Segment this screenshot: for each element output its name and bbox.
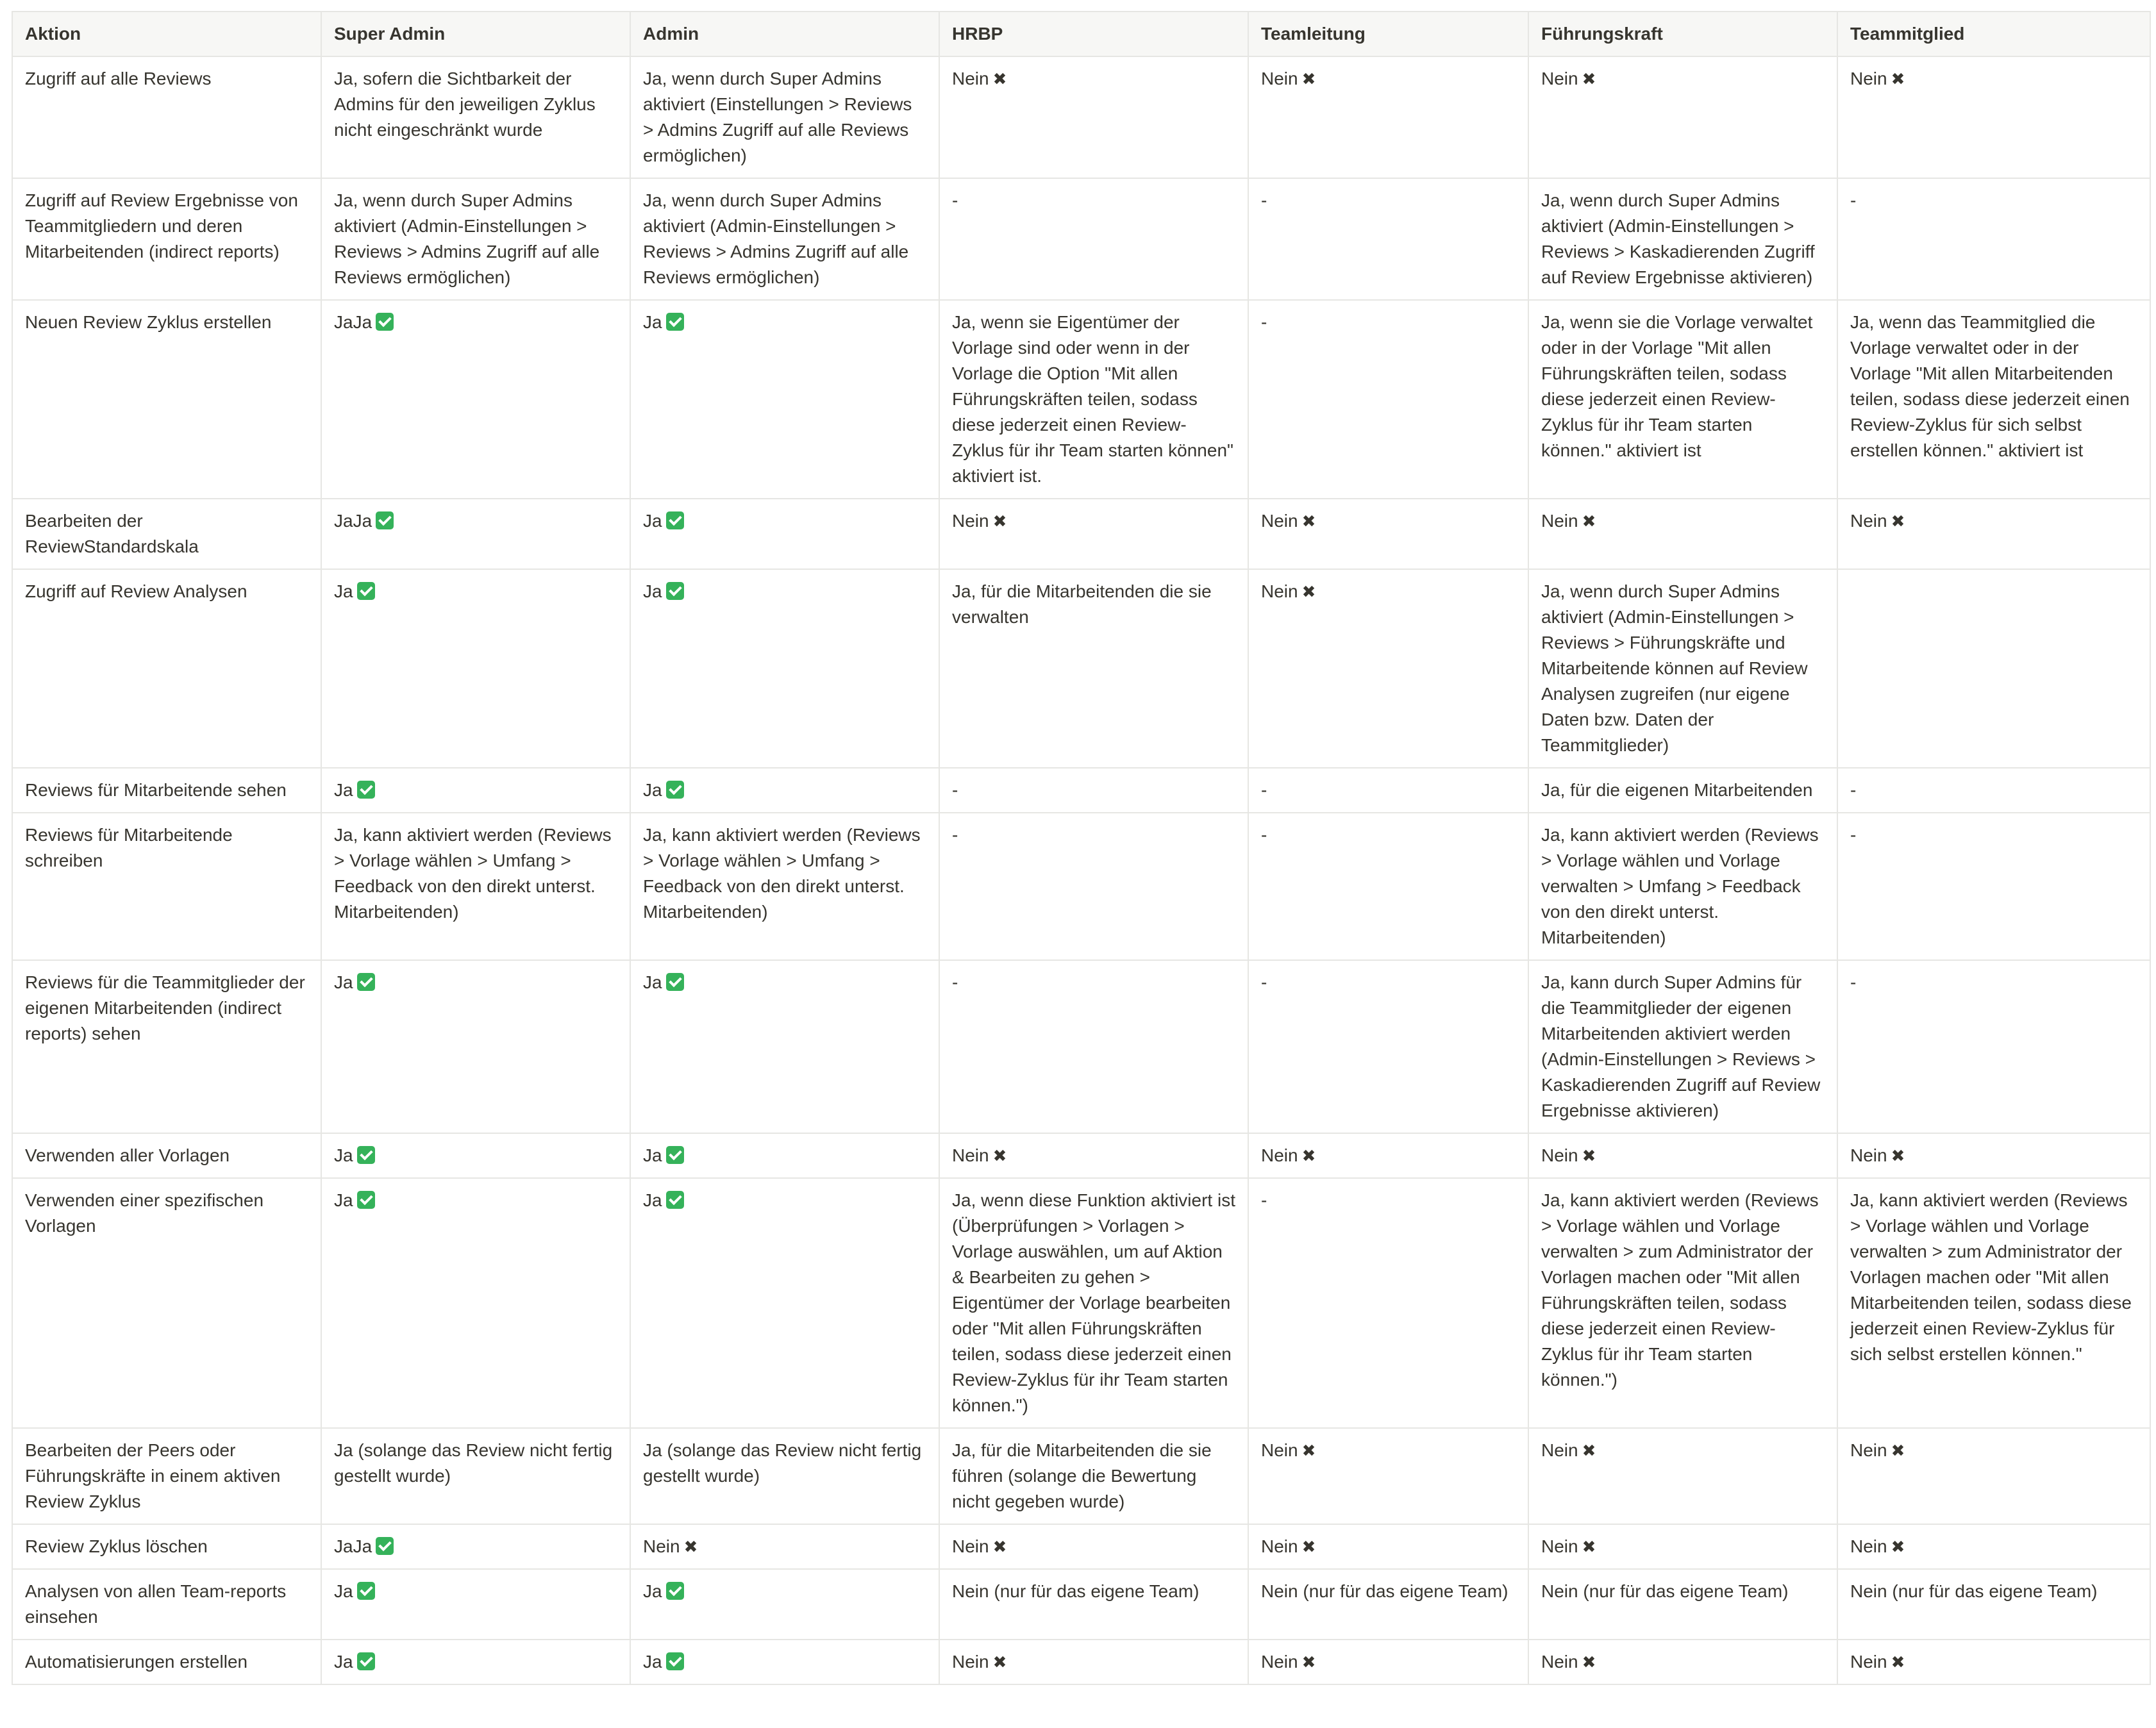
- cell-text: Ja: [334, 1581, 353, 1601]
- cell-text: Ja, für die Mitarbeitenden die sie verwalten: [952, 581, 1212, 627]
- table-row: [12, 1524, 2150, 1569]
- cell-hrbp: [939, 768, 1248, 813]
- cross-icon: ✖: [1301, 1146, 1316, 1165]
- check-icon: [666, 1582, 684, 1600]
- cell-admin: [630, 1640, 939, 1684]
- cell-teammitglied: [1837, 1524, 2150, 1569]
- cell-hrbp: [939, 1133, 1248, 1178]
- cross-icon: ✖: [1301, 1441, 1316, 1460]
- cell-text: Ja, wenn sie die Vorlage verwaltet oder in der Vorlage "Mit allen Führungskräften teilen, sodass diese jederzeit einen Review-Zyklus für ihr Team starten können." aktiviert ist: [1541, 312, 1813, 460]
- cell-text: Nein: [952, 69, 989, 88]
- check-icon: [357, 1652, 375, 1670]
- cell-teammitglied: [1837, 1569, 2150, 1640]
- cell-text: Nein: [1850, 1536, 1887, 1556]
- cell-aktion: [12, 1524, 321, 1569]
- cross-icon: ✖: [1582, 69, 1596, 88]
- cell-teammitglied: [1837, 813, 2150, 960]
- cell-text: Ja: [334, 780, 353, 800]
- cell-text: Ja: [643, 581, 662, 601]
- check-icon: [666, 1191, 684, 1209]
- table-row: [12, 960, 2150, 1133]
- cell-fuehrungskraft: [1528, 1569, 1837, 1640]
- cross-icon: ✖: [992, 1146, 1007, 1165]
- cell-text: Review Zyklus löschen: [25, 1536, 208, 1556]
- cell-aktion: [12, 1133, 321, 1178]
- cell-teamleitung: [1248, 178, 1528, 300]
- cell-teammitglied: [1837, 1640, 2150, 1684]
- cell-teamleitung: [1248, 960, 1528, 1133]
- cell-text: Ja, kann aktiviert werden (Reviews > Vorlage wählen > Umfang > Feedback von den direkt unterst. Mitarbeitenden): [643, 825, 921, 922]
- check-icon: [666, 511, 684, 529]
- table-header-row: [12, 12, 2150, 56]
- cell-hrbp: [939, 56, 1248, 178]
- cell-text: Ja: [643, 1145, 662, 1165]
- cell-fuehrungskraft: [1528, 813, 1837, 960]
- cell-text: Nein (nur für das eigene Team): [1261, 1581, 1508, 1601]
- cell-hrbp: [939, 813, 1248, 960]
- cell-aktion: [12, 569, 321, 768]
- cell-admin: [630, 813, 939, 960]
- cell-admin: [630, 960, 939, 1133]
- cell-text: Ja: [334, 1190, 353, 1210]
- cross-icon: ✖: [1891, 1146, 1905, 1165]
- cell-super-admin: [321, 1524, 630, 1569]
- cell-text: Ja: [643, 972, 662, 992]
- cell-hrbp: [939, 569, 1248, 768]
- cell-teamleitung: [1248, 56, 1528, 178]
- cell-super-admin: [321, 813, 630, 960]
- cross-icon: ✖: [1891, 1537, 1905, 1556]
- cell-text: Nein: [1541, 1145, 1578, 1165]
- cell-text: -: [952, 780, 958, 800]
- cell-fuehrungskraft: [1528, 499, 1837, 569]
- cell-text: Reviews für Mitarbeitende schreiben: [25, 825, 233, 870]
- cell-teammitglied: [1837, 499, 2150, 569]
- cell-text: -: [1850, 190, 1857, 210]
- cross-icon: ✖: [1582, 511, 1596, 531]
- cell-admin: [630, 1178, 939, 1428]
- check-icon: [357, 582, 375, 600]
- cell-super-admin: [321, 499, 630, 569]
- cell-teammitglied: [1837, 300, 2150, 499]
- cell-super-admin: [321, 1178, 630, 1428]
- cell-teamleitung: [1248, 768, 1528, 813]
- cross-icon: ✖: [683, 1537, 698, 1556]
- cell-admin: [630, 1524, 939, 1569]
- check-icon: [376, 511, 394, 529]
- cell-text: -: [1261, 825, 1267, 845]
- cell-text: Nein (nur für das eigene Team): [1850, 1581, 2098, 1601]
- cell-text: Ja: [643, 1190, 662, 1210]
- cell-text: Ja: [643, 511, 662, 531]
- check-icon: [357, 1146, 375, 1164]
- cell-aktion: [12, 1569, 321, 1640]
- cell-text: -: [1850, 825, 1857, 845]
- cell-text: Ja, kann aktiviert werden (Reviews > Vorlage wählen und Vorlage verwalten > zum Administrator der Vorlagen machen oder "Mit allen Mitarbeitenden teilen, sodass diese jederzeit einen Review-Zyklus für sich selbst erstellen können.": [1850, 1190, 2132, 1364]
- check-icon: [666, 582, 684, 600]
- cell-fuehrungskraft: [1528, 1178, 1837, 1428]
- cell-text: -: [1261, 1190, 1267, 1210]
- cell-text: Nein: [952, 1536, 989, 1556]
- cell-text: Nein (nur für das eigene Team): [952, 1581, 1199, 1601]
- cell-super-admin: [321, 1428, 630, 1524]
- cell-aktion: [12, 960, 321, 1133]
- cell-text: JaJa: [334, 1536, 372, 1556]
- cell-admin: [630, 569, 939, 768]
- cell-hrbp: [939, 1640, 1248, 1684]
- cell-text: Neuen Review Zyklus erstellen: [25, 312, 272, 332]
- cell-teammitglied: [1837, 1178, 2150, 1428]
- cross-icon: ✖: [1582, 1537, 1596, 1556]
- cell-aktion: [12, 499, 321, 569]
- cell-super-admin: [321, 768, 630, 813]
- cell-text: -: [1850, 972, 1857, 992]
- cell-aktion: [12, 1178, 321, 1428]
- cell-text: Nein: [1850, 1440, 1887, 1460]
- cell-text: Bearbeiten der Peers oder Führungskräfte in einem aktiven Review Zyklus: [25, 1440, 281, 1511]
- cell-admin: [630, 178, 939, 300]
- cell-admin: [630, 1428, 939, 1524]
- cell-fuehrungskraft: [1528, 1524, 1837, 1569]
- cell-admin: [630, 56, 939, 178]
- table-row: [12, 1428, 2150, 1524]
- cell-fuehrungskraft: [1528, 1428, 1837, 1524]
- table-row: [12, 1640, 2150, 1684]
- permissions-table-container: [12, 11, 2151, 1685]
- header-teammitglied: Teammitglied: [1837, 12, 2150, 56]
- cell-text: Reviews für Mitarbeitende sehen: [25, 780, 287, 800]
- cell-admin: [630, 499, 939, 569]
- cell-text: Bearbeiten der ReviewStandardskala: [25, 511, 199, 556]
- cross-icon: ✖: [1891, 69, 1905, 88]
- table-row: [12, 56, 2150, 178]
- cross-icon: ✖: [1582, 1652, 1596, 1672]
- table-row: [12, 768, 2150, 813]
- cell-fuehrungskraft: [1528, 569, 1837, 768]
- cell-super-admin: [321, 300, 630, 499]
- table-row: [12, 178, 2150, 300]
- cell-teammitglied: [1837, 768, 2150, 813]
- cell-text: Nein (nur für das eigene Team): [1541, 1581, 1789, 1601]
- header-admin: Admin: [630, 12, 939, 56]
- check-icon: [666, 973, 684, 991]
- cross-icon: ✖: [1301, 69, 1316, 88]
- cell-text: Ja, wenn diese Funktion aktiviert ist (Überprüfungen > Vorlagen > Vorlage auswählen, um auf Aktion & Bearbeiten zu gehen > Eigentümer der Vorlage bearbeiten oder "Mit allen Führungskräften teilen, sodass diese jederzeit einen Review-Zyklus für ihr Team starten können."): [952, 1190, 1235, 1415]
- cell-teamleitung: [1248, 499, 1528, 569]
- cell-text: Ja: [334, 972, 353, 992]
- cell-fuehrungskraft: [1528, 178, 1837, 300]
- cell-text: Nein: [952, 511, 989, 531]
- cell-super-admin: [321, 1133, 630, 1178]
- cross-icon: ✖: [1301, 511, 1316, 531]
- cell-text: Zugriff auf alle Reviews: [25, 69, 212, 88]
- cell-text: Ja: [334, 581, 353, 601]
- header-hrbp: HRBP: [939, 12, 1248, 56]
- cell-super-admin: [321, 960, 630, 1133]
- cell-hrbp: [939, 1178, 1248, 1428]
- cell-text: Nein: [1850, 69, 1887, 88]
- cell-fuehrungskraft: [1528, 960, 1837, 1133]
- cell-text: Nein: [1850, 1145, 1887, 1165]
- cell-text: Ja: [334, 1145, 353, 1165]
- cell-text: -: [1850, 780, 1857, 800]
- table-row: [12, 569, 2150, 768]
- cell-text: Verwenden einer spezifischen Vorlagen: [25, 1190, 264, 1236]
- cell-text: Nein: [952, 1652, 989, 1672]
- cell-teammitglied: [1837, 178, 2150, 300]
- cell-text: Ja: [334, 1652, 353, 1672]
- check-icon: [666, 781, 684, 799]
- cell-hrbp: [939, 1569, 1248, 1640]
- cell-teamleitung: [1248, 1569, 1528, 1640]
- header-teamleitung: Teamleitung: [1248, 12, 1528, 56]
- cell-hrbp: [939, 499, 1248, 569]
- cell-teammitglied: [1837, 56, 2150, 178]
- cell-admin: [630, 1569, 939, 1640]
- cell-text: Nein: [1261, 511, 1298, 531]
- cell-hrbp: [939, 178, 1248, 300]
- cell-aktion: [12, 813, 321, 960]
- cell-teamleitung: [1248, 1428, 1528, 1524]
- cross-icon: ✖: [992, 1537, 1007, 1556]
- cell-admin: [630, 768, 939, 813]
- check-icon: [666, 313, 684, 331]
- check-icon: [357, 781, 375, 799]
- permissions-table: [12, 11, 2151, 1685]
- cross-icon: ✖: [1891, 1652, 1905, 1672]
- cell-super-admin: [321, 1640, 630, 1684]
- table-row: [12, 499, 2150, 569]
- cell-aktion: [12, 300, 321, 499]
- table-row: [12, 1178, 2150, 1428]
- cell-super-admin: [321, 178, 630, 300]
- cell-text: Ja, kann aktiviert werden (Reviews > Vorlage wählen und Vorlage verwalten > Umfang > Feedback von den direkt unterst. Mitarbeitenden): [1541, 825, 1819, 947]
- cell-text: Nein: [643, 1536, 680, 1556]
- table-row: [12, 300, 2150, 499]
- cell-text: Nein: [1541, 511, 1578, 531]
- cell-admin: [630, 300, 939, 499]
- check-icon: [357, 1191, 375, 1209]
- cell-hrbp: [939, 960, 1248, 1133]
- cell-text: Nein: [1261, 69, 1298, 88]
- cell-teamleitung: [1248, 1178, 1528, 1428]
- cross-icon: ✖: [992, 69, 1007, 88]
- cell-text: Ja, wenn durch Super Admins aktiviert (Admin-Einstellungen > Reviews > Admins Zugriff auf alle Reviews ermöglichen): [334, 190, 600, 287]
- cell-text: Nein: [1261, 1652, 1298, 1672]
- cell-aktion: [12, 1640, 321, 1684]
- cross-icon: ✖: [1301, 1537, 1316, 1556]
- check-icon: [666, 1652, 684, 1670]
- cell-teamleitung: [1248, 1524, 1528, 1569]
- cell-fuehrungskraft: [1528, 768, 1837, 813]
- cell-teamleitung: [1248, 300, 1528, 499]
- cell-text: Ja, wenn durch Super Admins aktiviert (Admin-Einstellungen > Reviews > Führungskräfte und Mitarbeitende können auf Review Analysen zugreifen (nur eigene Daten bzw. Daten der Teammitglieder): [1541, 581, 1808, 755]
- check-icon: [376, 313, 394, 331]
- check-icon: [376, 1537, 394, 1555]
- cell-text: Ja: [643, 312, 662, 332]
- cell-teammitglied: [1837, 1428, 2150, 1524]
- cell-text: Nein: [1261, 1536, 1298, 1556]
- cell-text: Nein: [1261, 1145, 1298, 1165]
- cell-text: -: [1261, 312, 1267, 332]
- cell-text: Ja, für die Mitarbeitenden die sie führen (solange die Bewertung nicht gegeben wurde): [952, 1440, 1212, 1511]
- check-icon: [666, 1146, 684, 1164]
- cell-text: Ja, wenn durch Super Admins aktiviert (Admin-Einstellungen > Reviews > Kaskadierenden Zugriff auf Review Ergebnisse aktivieren): [1541, 190, 1815, 287]
- cell-fuehrungskraft: [1528, 1133, 1837, 1178]
- cell-text: Analysen von allen Team-reports einsehen: [25, 1581, 287, 1627]
- cell-text: Reviews für die Teammitglieder der eigenen Mitarbeitenden (indirect reports) sehen: [25, 972, 305, 1043]
- cell-text: Ja: [643, 1581, 662, 1601]
- cell-fuehrungskraft: [1528, 56, 1837, 178]
- cell-text: Ja, für die eigenen Mitarbeitenden: [1541, 780, 1813, 800]
- cross-icon: ✖: [1891, 511, 1905, 531]
- cell-aktion: [12, 768, 321, 813]
- cell-text: Ja (solange das Review nicht fertig gestellt wurde): [643, 1440, 922, 1486]
- cell-text: Ja, kann durch Super Admins für die Teammitglieder der eigenen Mitarbeitenden aktiviert werden (Admin-Einstellungen > Reviews > Kaskadierenden Zugriff auf Review Ergebnisse aktivieren): [1541, 972, 1821, 1120]
- table-row: [12, 1569, 2150, 1640]
- cell-text: JaJa: [334, 312, 372, 332]
- table-body: [12, 56, 2150, 1684]
- cell-text: Ja, wenn durch Super Admins aktiviert (Einstellungen > Reviews > Admins Zugriff auf alle Reviews ermöglichen): [643, 69, 912, 165]
- cell-teammitglied: [1837, 569, 2150, 768]
- cell-super-admin: [321, 569, 630, 768]
- cell-teamleitung: [1248, 813, 1528, 960]
- cell-text: Ja, kann aktiviert werden (Reviews > Vorlage wählen > Umfang > Feedback von den direkt unterst. Mitarbeitenden): [334, 825, 612, 922]
- table-row: [12, 1133, 2150, 1178]
- cell-fuehrungskraft: [1528, 1640, 1837, 1684]
- cell-text: Nein: [1261, 581, 1298, 601]
- cross-icon: ✖: [992, 511, 1007, 531]
- cell-fuehrungskraft: [1528, 300, 1837, 499]
- cell-text: Ja: [643, 780, 662, 800]
- cell-text: -: [1261, 972, 1267, 992]
- cell-text: -: [1261, 190, 1267, 210]
- cell-text: Nein: [952, 1145, 989, 1165]
- check-icon: [357, 973, 375, 991]
- cell-text: Nein: [1541, 1440, 1578, 1460]
- cell-text: -: [952, 972, 958, 992]
- cell-text: Ja, wenn sie Eigentümer der Vorlage sind oder wenn in der Vorlage die Option "Mit allen Führungskräften teilen, sodass diese jederzeit einen Review-Zyklus für ihr Team starten können" aktiviert ist.: [952, 312, 1233, 486]
- cell-text: Nein: [1541, 1652, 1578, 1672]
- cross-icon: ✖: [1582, 1441, 1596, 1460]
- cell-teamleitung: [1248, 1133, 1528, 1178]
- cell-text: Nein: [1541, 1536, 1578, 1556]
- cross-icon: ✖: [1891, 1441, 1905, 1460]
- cell-text: Zugriff auf Review Analysen: [25, 581, 247, 601]
- cross-icon: ✖: [992, 1652, 1007, 1672]
- cell-text: Nein: [1850, 511, 1887, 531]
- header-aktion: Aktion: [12, 12, 321, 56]
- cell-text: -: [952, 825, 958, 845]
- cell-teamleitung: [1248, 1640, 1528, 1684]
- cell-aktion: [12, 1428, 321, 1524]
- cell-text: Nein: [1541, 69, 1578, 88]
- cell-teamleitung: [1248, 569, 1528, 768]
- cell-hrbp: [939, 1428, 1248, 1524]
- cell-text: -: [1261, 780, 1267, 800]
- cell-super-admin: [321, 1569, 630, 1640]
- cell-text: Ja (solange das Review nicht fertig gestellt wurde): [334, 1440, 613, 1486]
- cell-teammitglied: [1837, 960, 2150, 1133]
- cell-text: -: [952, 190, 958, 210]
- table-row: [12, 813, 2150, 960]
- cell-teammitglied: [1837, 1133, 2150, 1178]
- cell-text: Nein: [1261, 1440, 1298, 1460]
- header-super-admin: Super Admin: [321, 12, 630, 56]
- check-icon: [357, 1582, 375, 1600]
- cell-text: Ja, wenn das Teammitglied die Vorlage verwaltet oder in der Vorlage "Mit allen Mitarbeitenden teilen, sodass diese jederzeit einen Review-Zyklus für sich selbst erstellen können." aktiviert ist: [1850, 312, 2130, 460]
- header-fuehrungskraft: Führungskraft: [1528, 12, 1837, 56]
- cell-text: Automatisierungen erstellen: [25, 1652, 248, 1672]
- cell-text: Ja, kann aktiviert werden (Reviews > Vorlage wählen und Vorlage verwalten > zum Administrator der Vorlagen machen oder "Mit allen Führungskräften teilen, sodass diese jederzeit einen Review-Zyklus für ihr Team starten können."): [1541, 1190, 1819, 1390]
- cell-hrbp: [939, 300, 1248, 499]
- cross-icon: ✖: [1301, 582, 1316, 601]
- cross-icon: ✖: [1301, 1652, 1316, 1672]
- cell-text: Nein: [1850, 1652, 1887, 1672]
- cell-aktion: [12, 178, 321, 300]
- cell-text: JaJa: [334, 511, 372, 531]
- cell-text: Ja, wenn durch Super Admins aktiviert (Admin-Einstellungen > Reviews > Admins Zugriff auf alle Reviews ermöglichen): [643, 190, 909, 287]
- cell-text: Ja, sofern die Sichtbarkeit der Admins für den jeweiligen Zyklus nicht eingeschränkt wurde: [334, 69, 596, 140]
- cell-text: Zugriff auf Review Ergebnisse von Teammitgliedern und deren Mitarbeitenden (indirect reports): [25, 190, 298, 262]
- cell-text: Verwenden aller Vorlagen: [25, 1145, 230, 1165]
- cell-super-admin: [321, 56, 630, 178]
- cell-text: Ja: [643, 1652, 662, 1672]
- cell-aktion: [12, 56, 321, 178]
- cell-admin: [630, 1133, 939, 1178]
- cell-hrbp: [939, 1524, 1248, 1569]
- cross-icon: ✖: [1582, 1146, 1596, 1165]
